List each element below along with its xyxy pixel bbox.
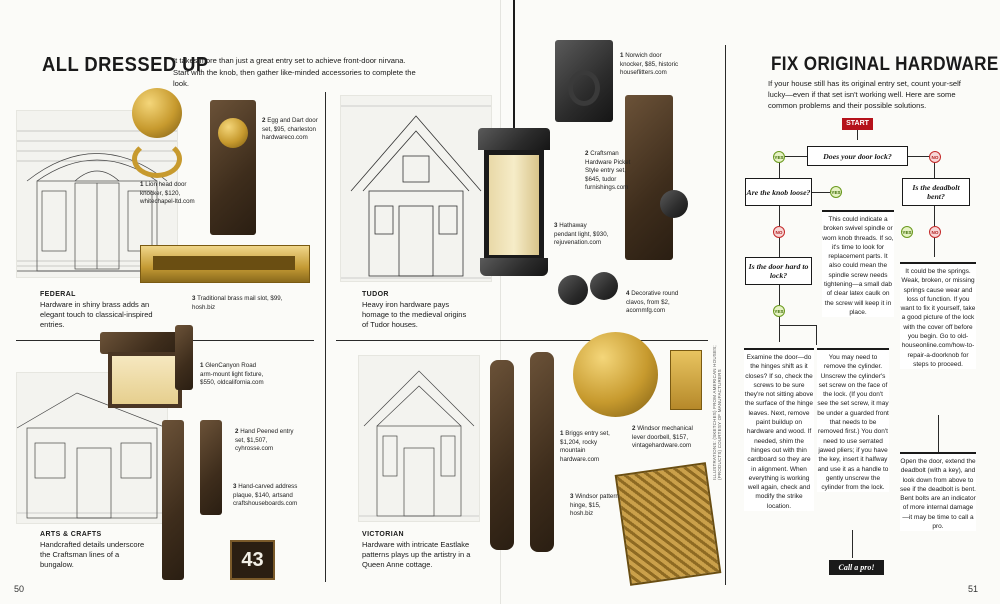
photo-credit: ILLUSTRATIONS: (SKETCHES) FROM AMERICAN HOUSES; (PRODUCTS) COURTESY OF MANUFACTURERS	[712, 345, 722, 480]
caption-tudor-4: 4 Decorative round clavos, from $2, acornmfg.com	[626, 290, 679, 315]
question-door-lock: Does your door lock?	[807, 146, 908, 166]
answer-springs: It could be the springs. Weak, broken, or missing springs cause wear and loss of function. If you want to fix it yourself, take a good picture of the lock with the cover off before you begin. Go to old-houseonline.com/how-to-repair-a-doorknob for steps to proceed.	[900, 262, 976, 369]
windsor-pattern-hinge-image	[615, 462, 722, 586]
caption-ac-2: 2 Hand Peened entry set, $1,507, cyhrosse.com	[235, 428, 294, 453]
hand-peened-lever-image	[200, 420, 222, 515]
intro-text: It takes more than just a great entry set to achieve front-door nirvana. Start with the knob, then gather like-minded accessories to complete the look.	[173, 56, 416, 88]
answer-open-door: Open the door, extend the deadbolt (with a key), and look down from above to see if the deadbolt is bent. Bent bolts are an indicator of more internal damage—it may be time to call a pro.	[900, 452, 976, 531]
windsor-doorbell-image	[573, 332, 658, 417]
address-plaque-image: 43	[230, 540, 275, 580]
caption-vic-2: 2 Windsor mechanical lever doorbell, $157, vintagehardware.com	[632, 425, 693, 450]
briggs-entry-set-image	[490, 360, 514, 550]
hand-peened-entry-set-image	[162, 420, 184, 580]
answer-spindle: This could indicate a broken swivel spindle or worn knob threads. If so, it's time to look for replacement parts. It also could mean the spindle screw needs tightening—a small dab of clear latex caulk on the screw will keep it in place.	[822, 210, 894, 317]
entry-knob-image	[660, 190, 688, 218]
column-rule	[725, 45, 726, 585]
folio-left: 50	[14, 584, 25, 594]
clavo-image-2	[590, 272, 618, 300]
section-tudor: TUDOR Heavy iron hardware pays homage to the medieval origins of Tudor houses.	[362, 291, 467, 329]
caption-3: 3 Traditional brass mail slot, $99, hosh.biz	[192, 295, 283, 311]
fix-title: FIX ORIGINAL HARDWARE	[771, 54, 999, 75]
knocker-ring	[568, 70, 600, 106]
answer-cylinder: You may need to remove the cylinder. Unscrew the cylinder's set screw on the face of the lock. (If you don't see the set screw, it may be under a guarded front that needs to be removed first.) You don't need to use serrated jawed pliers; if you have the key, insert it halfway and use it as a handle to gently unscrew the cylinder from the lock.	[817, 348, 889, 492]
caption-vic-3: 3 Windsor pattern hinge, $15, hosh.biz	[570, 493, 619, 518]
grid-rule	[336, 340, 708, 341]
connector	[852, 530, 853, 558]
connector	[857, 130, 858, 140]
yes-badge: YES	[773, 305, 785, 317]
caption-tudor-3: 3 Hathaway pendant light, $930, rejuvenation.com	[554, 222, 609, 247]
question-door-hard: Is the door hard to lock?	[745, 257, 812, 285]
connector	[938, 415, 939, 453]
no-badge: NO	[773, 226, 785, 238]
lantern-cap-image	[478, 128, 550, 150]
briggs-handle-image	[530, 352, 554, 552]
folio-right: 51	[968, 584, 979, 594]
connector	[779, 325, 817, 326]
question-knob-loose: Are the knob loose?	[745, 178, 812, 206]
doorbell-lever-image	[670, 350, 702, 410]
yes-badge: YES	[773, 151, 785, 163]
hathaway-pendant-light-image	[484, 150, 544, 260]
mail-slot-opening	[153, 256, 295, 270]
no-badge: NO	[929, 151, 941, 163]
section-victorian: VICTORIAN Hardware with intricate Eastlake patterns plays up the artistry in a Queen Anne cottage.	[362, 531, 471, 569]
lantern-chain	[513, 0, 515, 130]
answer-examine-door: Examine the door—do the hinges shift as it closes? If so, check the screws to be sure they're not sitting above the surface of the hinge leaves. Next, remove paint buildup on hardware and wood. If needed, shim the hinges out with thin cardboard so they are in alignment. When everything is working well again, check and modify the strike location.	[744, 348, 814, 511]
no-badge: NO	[929, 226, 941, 238]
question-deadbolt-bent: Is the deadbolt bent?	[902, 178, 970, 206]
grid-rule	[325, 92, 326, 582]
caption-ac-3: 3 Hand-carved address plaque, $140, artsand craftshouseboards.com	[233, 483, 298, 508]
tudor-house-sketch	[340, 95, 492, 282]
start-badge: START	[842, 118, 873, 130]
door-knob-image	[218, 118, 248, 148]
victorian-house-sketch	[358, 355, 480, 522]
light-arm-mount	[175, 325, 193, 390]
lantern-base-image	[480, 258, 548, 276]
yes-badge: YES	[830, 186, 842, 198]
lion-head-knocker-image	[132, 88, 182, 138]
section-arts-crafts: ARTS & CRAFTS Handcrafted details underscore the Craftsman lines of a bungalow.	[40, 531, 145, 569]
yes-badge: YES	[901, 226, 913, 238]
clavo-image-1	[558, 275, 588, 305]
caption-2: 2 Egg and Dart door set, $95, charleston hardwareco.com	[262, 117, 318, 142]
page-title: ALL DRESSED UP	[42, 54, 209, 76]
section-federal: FEDERAL Hardware in shiny brass adds an elegant touch to classical-inspired entries.	[40, 291, 153, 329]
fix-intro: If your house still has its original entry set, count your-self lucky—even if that set isn't working well. Here are some common problems and their possible solutions.	[768, 79, 961, 110]
caption-ac-1: 1 GlenCanyon Road arm-mount light fixture, $550, oldcalifornia.com	[200, 362, 264, 387]
knocker-ring-image	[132, 140, 182, 178]
caption-1: 1 Lion head door knocker, $120, whitechapel-ltd.com	[140, 181, 195, 206]
caption-tudor-2: 2 Craftsman Hardware Picket Style entry set, $645, tudor furnishings.com	[585, 150, 631, 192]
connector	[816, 325, 817, 345]
glen-canyon-light-image	[108, 352, 182, 408]
caption-tudor-1: 1 Norwich door knocker, $85, historic houseflitters.com	[620, 52, 679, 77]
call-a-pro-badge: Call a pro!	[829, 560, 884, 575]
caption-vic-1: 1 Briggs entry set, $1,204, rocky mountain hardware.com	[560, 430, 610, 463]
